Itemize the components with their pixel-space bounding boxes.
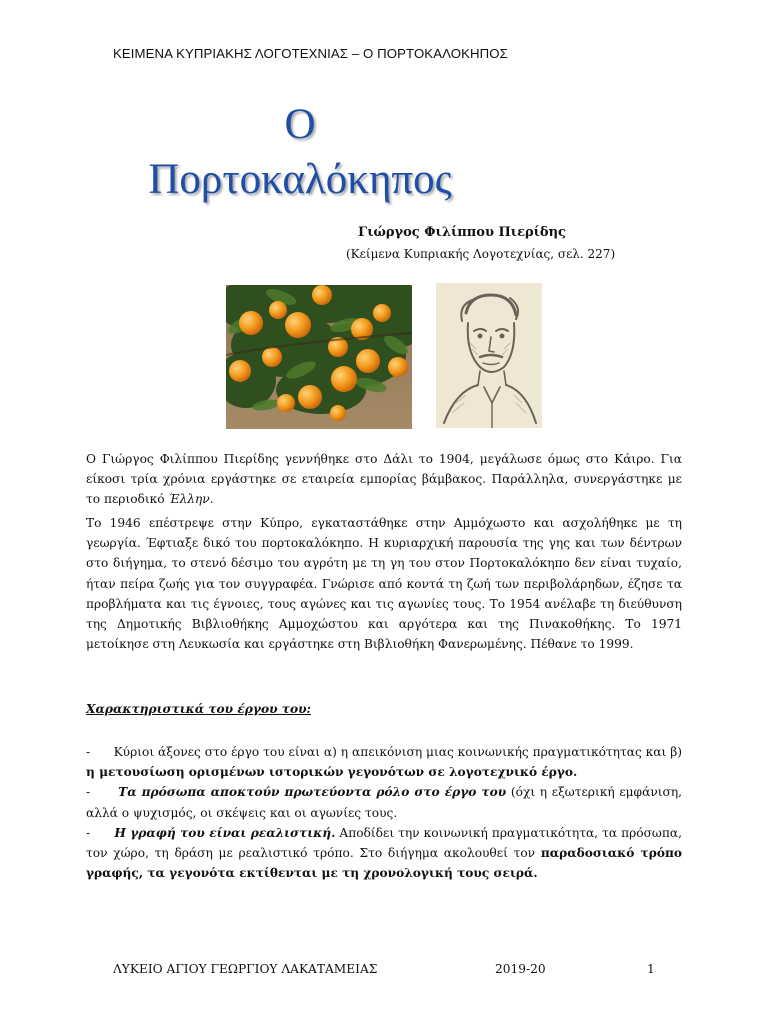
bullet-bold-text: η μετουσίωση ορισμένων ιστορικών γεγονότων σε λογοτεχνικό έργο. — [86, 765, 578, 780]
bio-paragraph-2 — [86, 513, 682, 654]
bio-p1-end: . — [209, 492, 214, 507]
list-item — [86, 742, 682, 782]
footer-school: ΛΥΚΕΙΟ ΑΓΙΟΥ ΓΕΩΡΓΙΟΥ ΛΑΚΑΤΑΜΕΙΑΣ — [113, 962, 378, 976]
bullet-bold-italic-text: Η γραφή του είναι ρεαλιστική. — [114, 825, 336, 840]
characteristics-list — [86, 742, 682, 883]
title-line-1: Ο — [284, 101, 316, 148]
list-item — [86, 823, 682, 884]
author-name: Γιώργος Φιλίππου Πιερίδης — [358, 225, 566, 240]
journal-name: Έλλην — [168, 492, 210, 507]
bullet-bold-text: παραδοσιακό τρόπο γραφής, τα γεγονότα εκτίθενται με τη χρονολογική τους σειρά. — [86, 846, 683, 881]
list-item — [86, 782, 682, 822]
author-portrait — [436, 283, 542, 428]
bullet-dash: - — [86, 785, 91, 800]
source-citation: (Κείμενα Κυπριακής Λογοτεχνίας, σελ. 227) — [346, 247, 616, 261]
bullet-dash: - — [86, 825, 91, 840]
bullet-text: Κύριοι άξονες στο έργο του είναι α) η απεικόνιση μιας κοινωνικής πραγματικότητας και β) — [113, 745, 683, 759]
bio-p2-text: Το 1946 επέστρεψε στην Κύπρο, εγκαταστάθηκε στην Αμμόχωστο και ασχολήθηκε με τη γεωργία. Έφτιαξε δικό του πορτοκαλόκηπο. Η κυριαρχική παρουσία της γης και των δέντρων στο διήγημα, το στενό δέσιμο του αγρότη με τη γη του στον Πορτοκαλόκηπο δεν είναι τυχαίο, ήταν πείρα ζωής για τον συγγραφέα. Γνώρισε από κοντά τη ζωή των περιβολάρηδων, έζησε τα προβλήματα και τις έγνοιες, τους αγώνες και τις αγωνίες τους. Το 1954 ανέλαβε τη διεύθυνση της Δημοτικής Βιβλιοθήκης Αμμοχώστου και αργότερα και της Πινακοθήκης. Το 1971 μετοίκησε στη Λευκωσία και εργάστηκε στη Βιβλιοθήκη Φανερωμένης. Πέθανε το 1999. — [86, 516, 682, 652]
section-heading: Χαρακτηριστικά του έργου του: — [86, 702, 312, 716]
bio-p1-text: Ο Γιώργος Φιλίππου Πιερίδης γεννήθηκε στο Δάλι το 1904, μεγάλωσε όμως στο Κάιρο. Για είκοσι τρία χρόνια εργάστηκε σε εταιρεία εμπορίας βάμβακος. Παράλληλα, συνεργάστηκε με το περιοδικό — [86, 452, 682, 507]
running-header: ΚΕΙΜΕΝΑ ΚΥΠΡΙΑΚΗΣ ΛΟΓΟΤΕΧΝΙΑΣ – Ο ΠΟΡΤΟΚΑΛΟΚΗΠΟΣ — [113, 46, 508, 61]
page-number: 1 — [647, 962, 655, 976]
orange-tree-photo — [226, 285, 412, 429]
bio-paragraph-1 — [86, 449, 682, 510]
footer-year: 2019-20 — [495, 962, 546, 976]
bullet-dash: - — [86, 745, 91, 759]
bullet-text: Αποδίδει την κοινωνική πραγματικότητα, τα πρόσωπα, τον χώρο, τη δράση με ρεαλιστικό τρόπο. Στο διήγημα ακολουθεί τον — [86, 825, 682, 861]
bullet-text: (όχι η εξωτερική εμφάνιση, αλλά ο ψυχισμός, οι σκέψεις και οι αγωνίες τους. — [86, 785, 682, 820]
bullet-bold-italic-text: Τα πρόσωπα αποκτούν πρωτεύοντα ρόλο στο έργο του — [118, 785, 507, 800]
title-line-2: Πορτοκαλόκηπος — [148, 156, 452, 203]
